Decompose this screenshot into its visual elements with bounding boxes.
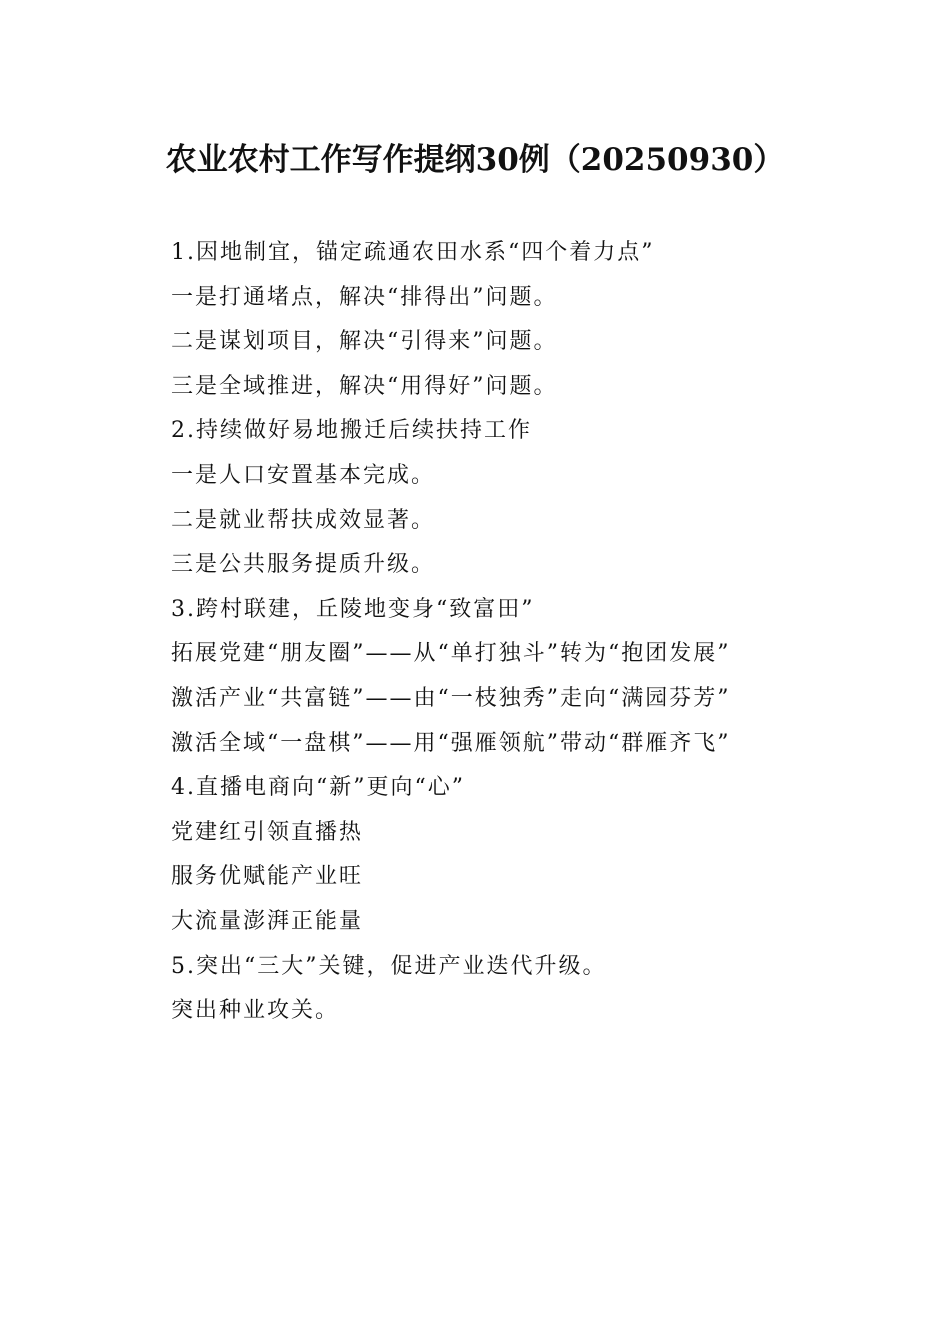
body-line: 一是人口安置基本完成。 [171, 462, 436, 488]
body-line: 二是谋划项目，解决“引得来”问题。 [171, 329, 558, 355]
wrapped-body-paragraph: 拓展党建“朋友圈”——从“单打独斗”转为“抱团发展” [171, 641, 731, 667]
body-line: 服务优赋能产业旺 [171, 864, 364, 890]
section-heading-5: 5.突出“三大”关键，促进产业迭代升级。 [171, 953, 607, 979]
body-line: 一是打通堵点，解决“排得出”问题。 [171, 284, 558, 310]
section-heading-2: 2.持续做好易地搬迁后续扶持工作 [171, 418, 532, 444]
wrapped-body-paragraph: 激活产业“共富链”——由“一枝独秀”走向“满园芬芳” [171, 685, 731, 711]
document-body [120, 231, 830, 1034]
body-line: 突出种业攻关。 [171, 998, 340, 1024]
wrapped-body-paragraph: 激活全域“一盘棋”——用“强雁领航”带动“群雁齐飞” [171, 730, 731, 756]
body-line: 三是公共服务提质升级。 [171, 552, 436, 578]
body-line: 三是全域推进，解决“用得好”问题。 [171, 373, 558, 399]
document-title: 农业农村工作写作提纲30例（20250930） [165, 142, 785, 178]
body-line: 党建红引领直播热 [171, 819, 364, 845]
section-heading-1: 1.因地制宜，锚定疏通农田水系“四个着力点” [171, 240, 655, 265]
section-heading-4: 4.直播电商向“新”更向“心” [171, 775, 465, 801]
body-line: 大流量澎湃正能量 [171, 908, 364, 934]
body-line: 二是就业帮扶成效显著。 [171, 507, 436, 533]
section-heading-3: 3.跨村联建，丘陵地变身“致富田” [171, 596, 535, 622]
